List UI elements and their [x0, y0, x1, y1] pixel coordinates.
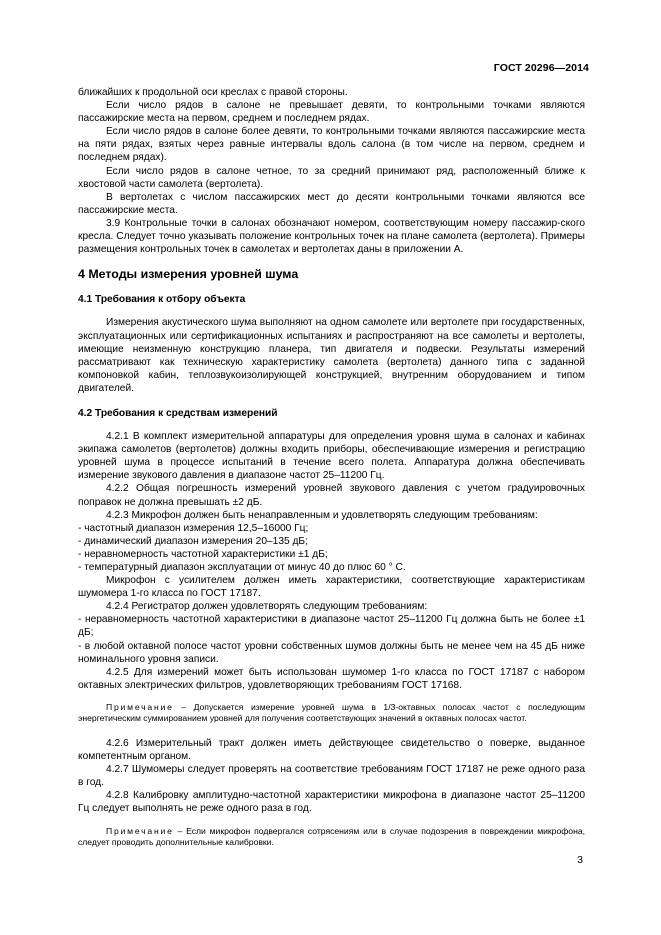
- paragraph-4-2-2: 4.2.2 Общая погрешность измерений уровней звукового давления с учетом градуировочных поправок не должна превышать ±2 дБ.: [78, 483, 585, 508]
- paragraph-4-2-5: 4.2.5 Для измерений может быть использован шумомер 1-го класса по ГОСТ 17187 с набором октавных электрических фильтров, удовлетворяющих требованиям ГОСТ 17168.: [78, 666, 585, 691]
- paragraph-4-2-8: 4.2.8 Калибровку амплитудно-частотной характеристики микрофона в диапазоне частот 25–11200 Гц следует выполнять не реже одного раза в год.: [78, 790, 585, 815]
- recorder-requirement-item: - в любой октавной полосе частот уровни собственных шумов должны быть не менее чем на 45 дБ ниже номинального уровня записи.: [78, 640, 585, 665]
- note-1-text: – Допускается измерение уровней шума в 1/3-октавных полосах частот с последующим энергетическим суммированием уровней для получения соответствующих значений в октавных полосах частот.: [78, 701, 585, 724]
- mic-requirement-item: - температурный диапазон эксплуатации от минус 40 до плюс 60 ° С.: [78, 562, 406, 573]
- paragraph-4-2-7: 4.2.7 Шумомеры следует проверять на соответствие требованиям ГОСТ 17187 не реже одного раза в год.: [78, 764, 585, 789]
- subsection-4-2-heading: 4.2 Требования к средствам измерений: [78, 407, 278, 419]
- page-content: [78, 86, 585, 861]
- paragraph-4-1: Измерения акустического шума выполняют на одном самолете или вертолете при государственных, эксплуатационных или сертификационных испытаниях и распространяют на все самолеты и вертолеты, имеющие неизменную конструкцию планера, тип двигателя и подвески. Результаты измерений рассматривают как техническую характеристику самолета (вертолета) данного типа с заданной компоновкой кабин, теплозвукоизолирующей конструкцией, внутренним оборудованием и типом двигателей.: [78, 317, 585, 394]
- paragraph-rows-even: Если число рядов в салоне четное, то за средний принимают ряд, расположенный ближе к хвостовой части самолета (вертолета).: [78, 165, 585, 190]
- note-2: [78, 826, 585, 849]
- note-1-label: Примечание: [106, 701, 174, 712]
- note-2-label: Примечание: [106, 825, 174, 836]
- paragraph-rows-max-nine: Если число рядов в салоне не превышает девяти, то контрольными точками являются пассажирские места на первом, среднем и последнем рядах.: [78, 100, 585, 125]
- section-4-heading: 4 Методы измерения уровней шума: [78, 267, 299, 282]
- paragraph-4-2-3: 4.2.3 Микрофон должен быть ненаправленным и удовлетворять следующим требованиям:: [106, 509, 538, 521]
- mic-requirement-item: - неравномерность частотной характеристики ±1 дБ;: [78, 548, 328, 560]
- page-number: 3: [577, 854, 583, 866]
- paragraph-4-2-3-b: Микрофон с усилителем должен иметь характеристики, соответствующие характеристикам шумомера 1-го класса по ГОСТ 17187.: [78, 575, 585, 600]
- paragraph-helicopters: В вертолетах с числом пассажирских мест до десяти контрольными точками являются все пассажирские места.: [78, 191, 585, 216]
- recorder-requirement-item: - неравномерность частотной характеристики в диапазоне частот 25–11200 Гц должна быть не более ±1 дБ;: [78, 614, 585, 639]
- document-id-header: ГОСТ 20296—2014: [493, 62, 589, 74]
- paragraph-4-2-4: 4.2.4 Регистратор должен удовлетворять следующим требованиям:: [106, 601, 428, 613]
- note-2-text: – Если микрофон подвергался сотрясениям или в случае подозрения в повреждении микрофона, следует проводить дополнительные калибровки.: [78, 825, 585, 847]
- paragraph-4-2-6: 4.2.6 Измерительный тракт должен иметь действующее свидетельство о поверке, выданное компетентным органом.: [78, 737, 585, 763]
- subsection-4-1-heading: 4.1 Требования к отбору объекта: [78, 294, 246, 306]
- paragraph-rows-over-nine: Если число рядов в салоне более девяти, то контрольными точками являются пассажирские места на пяти рядах, взятых через равные интервалы вдоль салона (в том числе на первом, среднем и последнем рядах).: [78, 126, 585, 164]
- paragraph-continuation: ближайших к продольной оси креслах с правой стороны.: [78, 87, 348, 98]
- paragraph-3-9: 3.9 Контрольные точки в салонах обозначают номером, соответствующим номеру пассажир-ского кресла. Следует точно указывать положение контрольных точек на плане самолета (вертолета). Примеры размещения контрольных точек в самолетах и вертолетах даны в приложении А.: [78, 217, 585, 256]
- note-1: [78, 702, 585, 725]
- mic-requirement-item: - частотный диапазон измерения 12,5–16000 Гц;: [78, 522, 309, 534]
- mic-requirement-item: - динамический диапазон измерения 20–135 дБ;: [78, 535, 308, 547]
- paragraph-4-2-1: 4.2.1 В комплект измерительной аппаратуры для определения уровня шума в салонах и кабинах экипажа самолетов (вертолетов) должны входить приборы, обеспечивающие измерения и регистрацию уровней шума в процессе испытаний в течение всего полета. Аппаратура должна обеспечивать измерение звукового давления в диапазоне частот 25–11200 Гц.: [78, 431, 585, 482]
